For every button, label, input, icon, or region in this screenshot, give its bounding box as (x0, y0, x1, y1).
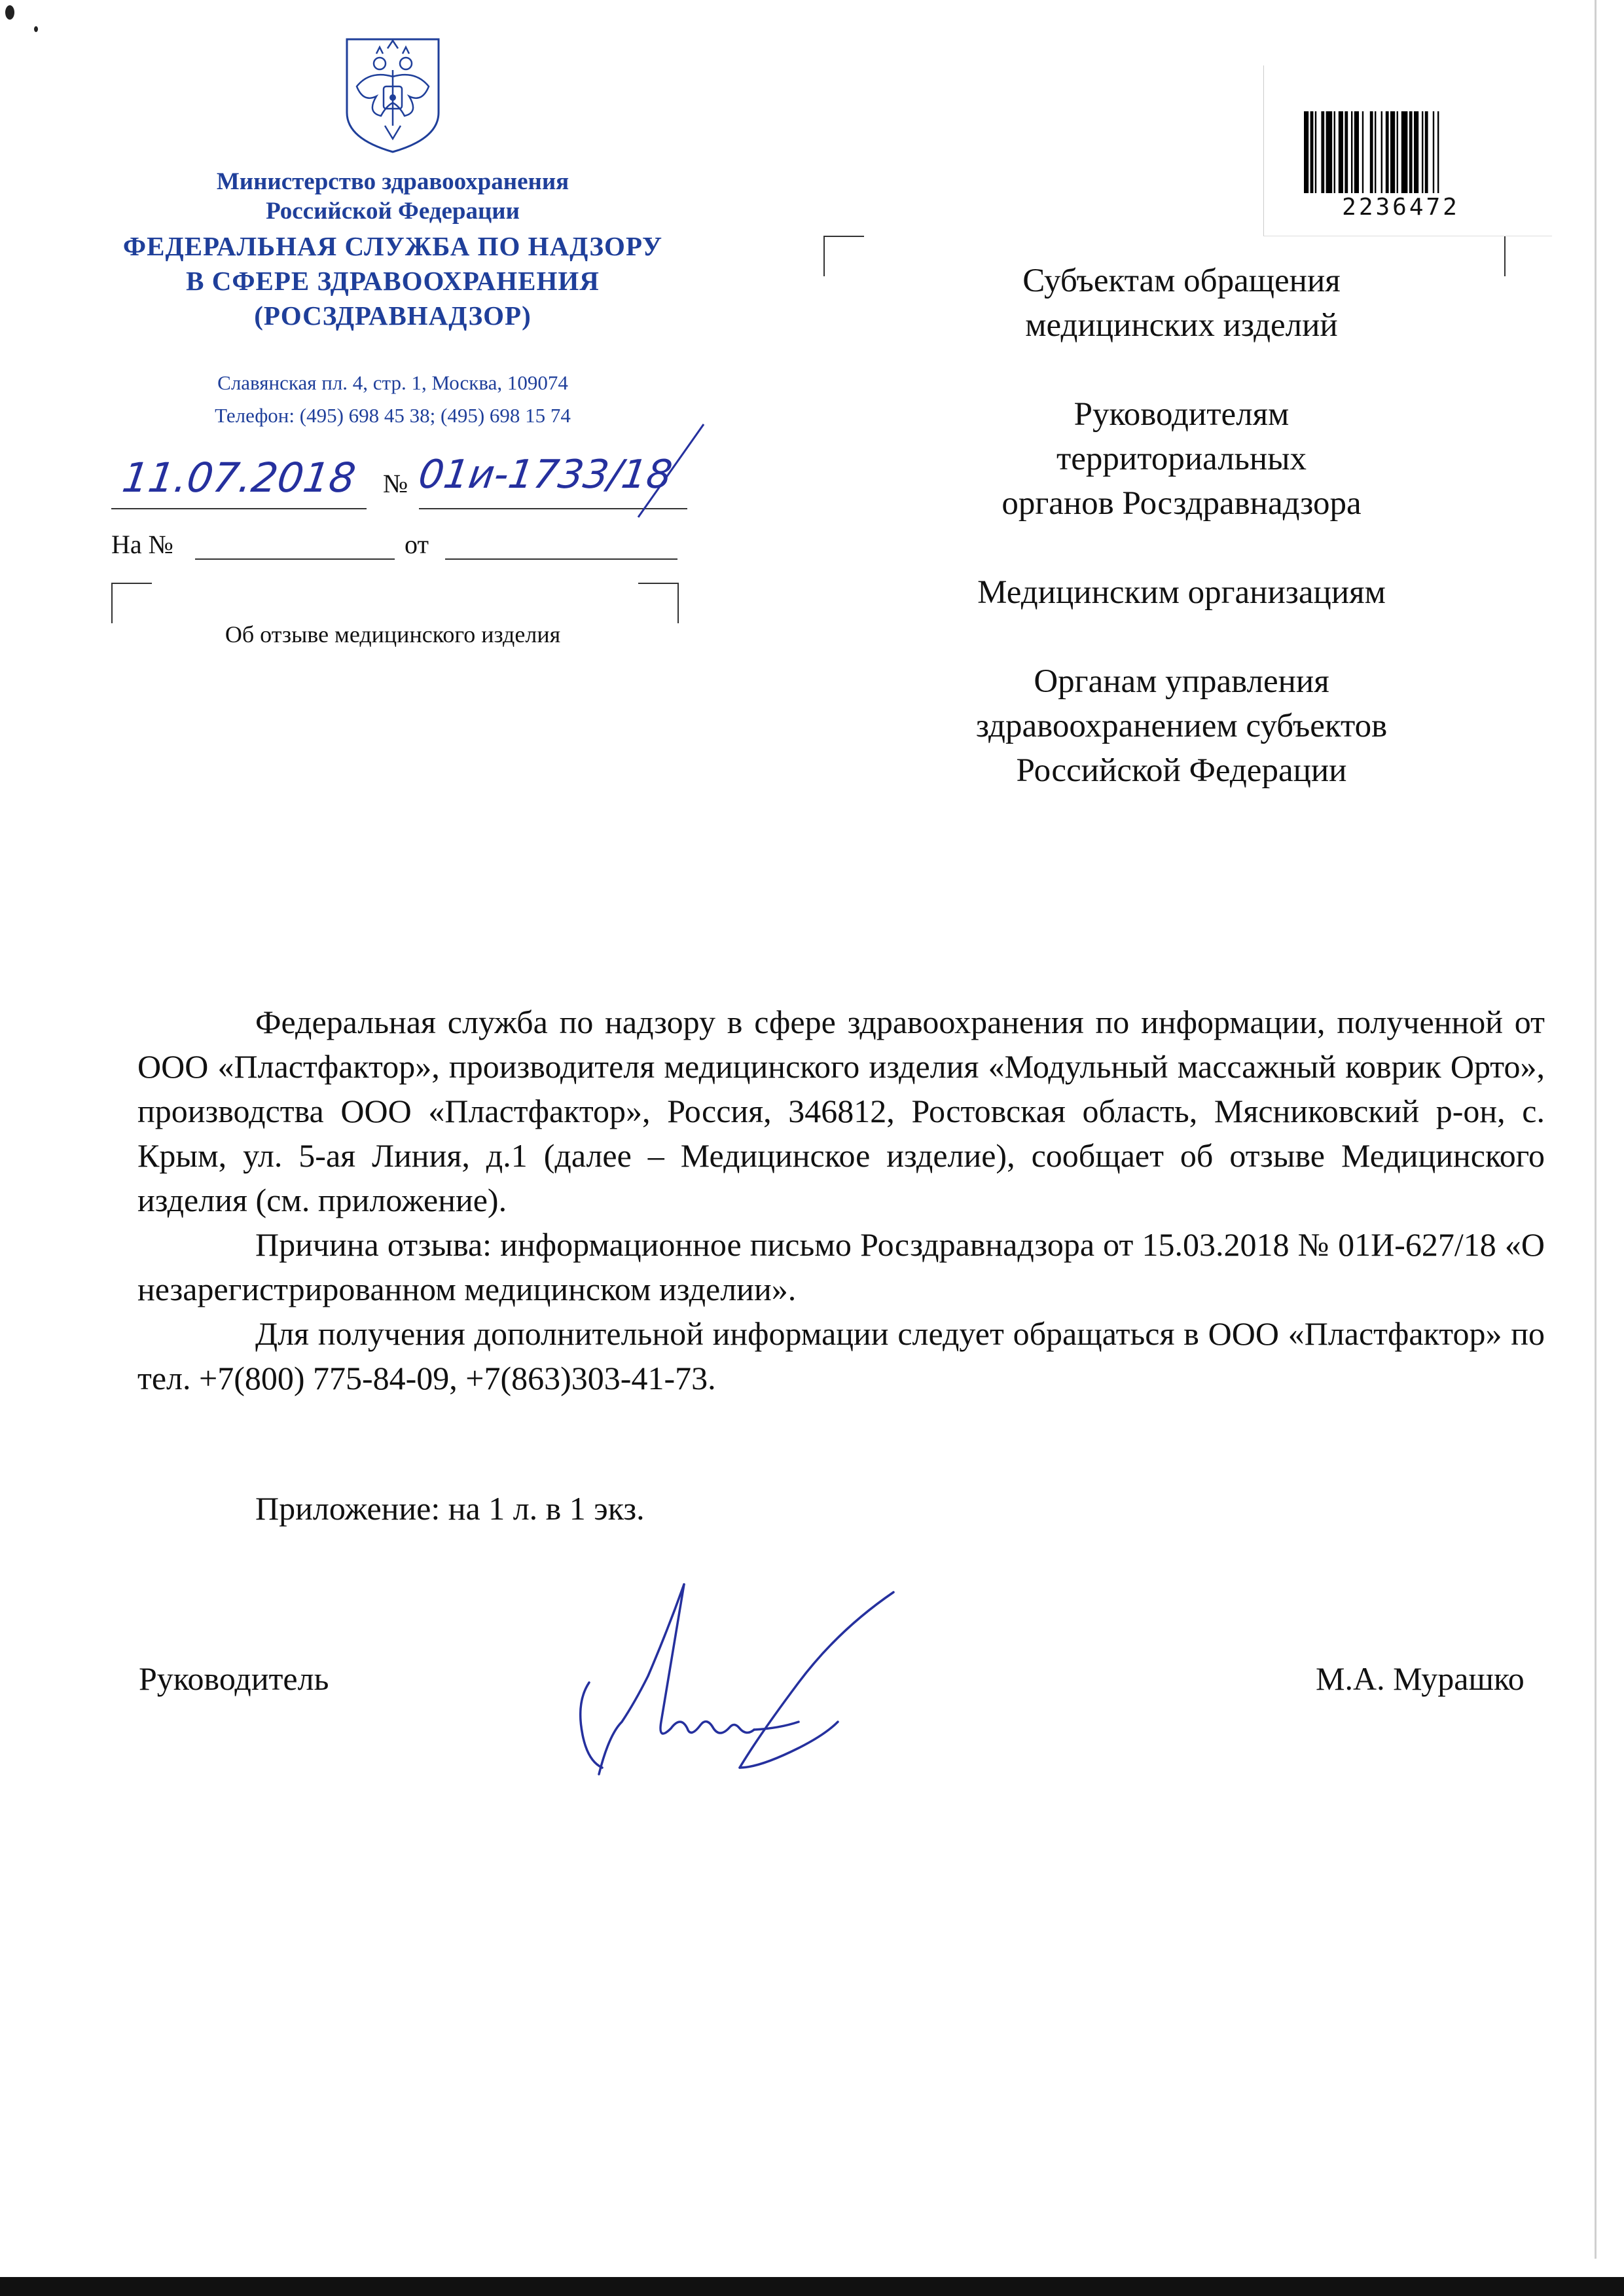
service-contacts (98, 367, 687, 432)
barcode-bar (1354, 111, 1359, 193)
coat-of-arms-emblem (340, 34, 445, 155)
letter-body (137, 1000, 1545, 1400)
barcode-bar (1414, 111, 1418, 193)
addressee-block (887, 259, 1476, 837)
body-paragraph-2: Причина отзыва: информационное письмо Росздравнадзора от 15.03.2018 № 01И-627/18 «О незарегистрированном медицинском изделии». (137, 1226, 1545, 1307)
body-paragraph-3: Для получения дополнительной информации следует обращаться в ООО «Пластфактор» по тел. +7(800) 775-84-09, +7(863)303-41-73. (137, 1315, 1545, 1396)
ministry-line-2: Российской Федерации (266, 198, 520, 225)
service-line-1: ФЕДЕРАЛЬНАЯ СЛУЖБА ПО НАДЗОРУ (122, 231, 663, 261)
barcode-bar (1422, 111, 1423, 193)
barcode-bar (1351, 111, 1352, 193)
registration-number-label: № (383, 469, 408, 498)
subject-bracket-right (638, 583, 679, 623)
addressee-1-line-2: медицинских изделий (1025, 307, 1338, 344)
barcode-bar (1344, 111, 1348, 193)
service-line-2: В СФЕРЕ ЗДРАВООХРАНЕНИЯ (186, 266, 600, 296)
letter-subject: Об отзыве медицинского изделия (225, 621, 561, 647)
scan-speck (34, 26, 38, 32)
scan-edge-bottom (0, 2277, 1624, 2296)
barcode-bar (1334, 111, 1335, 193)
barcode-bar (1375, 111, 1376, 193)
handwritten-slash-stroke (632, 419, 710, 524)
barcode-bar (1304, 111, 1308, 193)
registration-date: 11.07.2018 (119, 454, 359, 501)
scan-edge-right (1595, 0, 1597, 2259)
addressee-3-line-1: Медицинским организациям (977, 574, 1386, 611)
barcode-bar (1409, 111, 1413, 193)
attachment-note: Приложение: на 1 л. в 1 экз. (255, 1490, 645, 1527)
barcode-bar (1433, 111, 1434, 193)
barcode-bar (1381, 111, 1382, 193)
barcode-bar (1397, 111, 1398, 193)
barcode-bar (1321, 111, 1324, 193)
addressee-2-line-3: органов Росздравнадзора (1001, 485, 1362, 522)
signatory-title: Руководитель (139, 1660, 329, 1697)
service-address: Славянская пл. 4, стр. 1, Москва, 109074 (217, 371, 568, 394)
ministry-name (98, 167, 687, 226)
barcode-bar (1362, 111, 1363, 193)
service-line-3: (РОСЗДРАВНАДЗОР) (254, 301, 532, 331)
barcode-bar (1386, 111, 1389, 193)
body-paragraph-1: Федеральная служба по надзору в сфере здравоохранения по информации, полученной от ООО «Пластфактор», производителя медицинского изделия «Модульный массажный коврик Орто», производства ООО «Пластфактор», Россия, 346812, Ростовская область, Мясниковский р-он, с. Крым, ул. 5-ая Линия, д.1 (далее – Медицинское изделие), сообщает об отзыве Медицинского изделия (см. приложение). (137, 1004, 1545, 1218)
reference-number-blank (195, 558, 395, 560)
barcode-bar (1370, 111, 1373, 193)
barcode-bar (1425, 111, 1428, 193)
addressee-2-line-2: территориальных (1056, 441, 1307, 477)
addressee-bracket-right (1504, 236, 1506, 276)
barcode-bar (1339, 111, 1343, 193)
reference-date-blank (445, 558, 677, 560)
barcode-bar (1401, 111, 1408, 193)
handwritten-signature (563, 1571, 929, 1807)
service-name (98, 229, 687, 333)
reference-date-label: от (405, 530, 429, 559)
addressee-4-line-3: Российской Федерации (1016, 752, 1347, 789)
barcode-number: 2236472 (1342, 194, 1460, 221)
scan-speck (5, 5, 14, 20)
addressee-4-line-2: здравоохранением субъектов (975, 708, 1388, 744)
ministry-line-1: Министерство здравоохранения (216, 168, 569, 195)
addressee-2-line-1: Руководителям (1074, 396, 1290, 433)
addressee-4-line-1: Органам управления (1034, 663, 1329, 700)
subject-bracket-left (111, 583, 152, 623)
addressee-bracket-left (823, 236, 864, 276)
barcode-bar (1437, 111, 1439, 193)
addressee-2 (887, 392, 1476, 526)
barcode-bar (1315, 111, 1316, 193)
addressee-1 (887, 259, 1476, 348)
barcode-bar (1326, 111, 1333, 193)
barcode-bar (1390, 111, 1395, 193)
registration-date-underline (111, 508, 367, 509)
addressee-1-line-1: Субъектам обращения (1022, 263, 1341, 299)
signatory-name: М.А. Мурашко (1316, 1660, 1525, 1697)
barcode-bar (1310, 111, 1314, 193)
barcode (1303, 111, 1499, 196)
addressee-4 (887, 659, 1476, 793)
addressee-3 (887, 570, 1476, 615)
registration-number: 01и-1733/18 (416, 452, 676, 498)
reference-number-label: На № (111, 530, 173, 559)
service-phone: Телефон: (495) 698 45 38; (495) 698 15 74 (215, 404, 571, 427)
